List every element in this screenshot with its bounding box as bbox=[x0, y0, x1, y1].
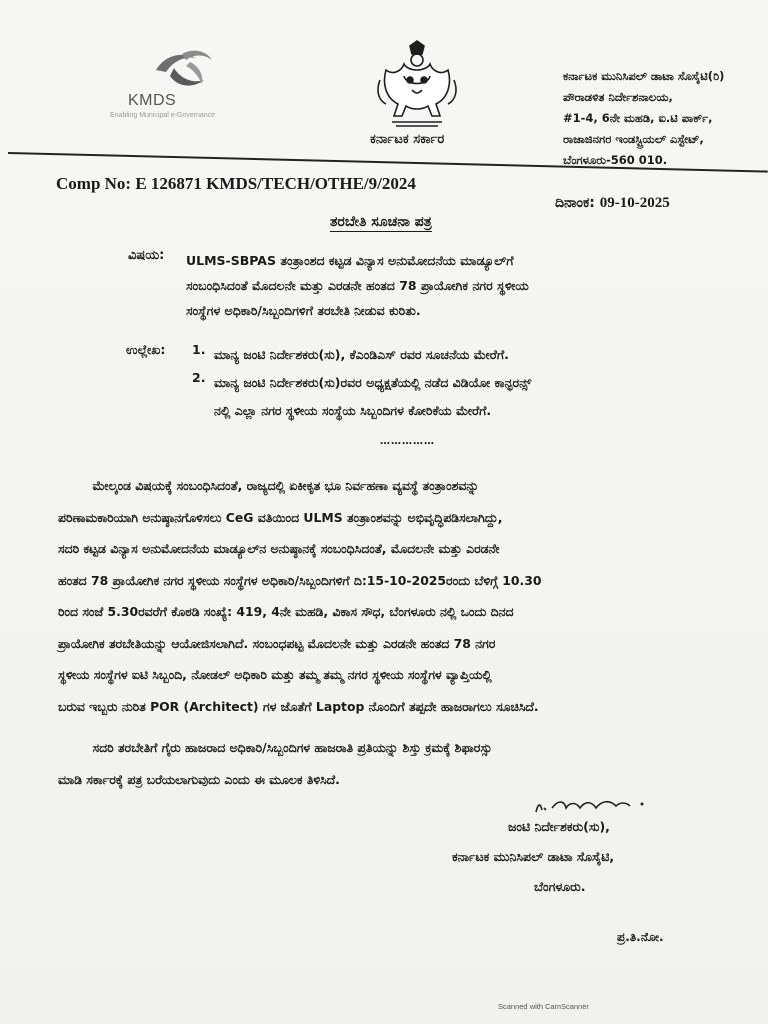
reference-item-1: ಮಾನ್ಯ ಜಂಟಿ ನಿರ್ದೇಶಕರು(ಸು), ಕೆಎಂಡಿಎಸ್ ರವರ ಸೂಚನೆಯ ಮೇರೆಗೆ. bbox=[214, 347, 509, 362]
reference-number-1: 1. bbox=[192, 342, 206, 357]
address-line: ಪೌರಾಡಳಿತ ನಿರ್ದೇಶನಾಲಯ, bbox=[563, 90, 673, 104]
copy-to-label: ಪ್ರ.ತಿ.ನೋ. bbox=[617, 930, 664, 944]
address-line: ಬೆಂಗಳೂರು-560 010. bbox=[563, 153, 668, 167]
kmds-logo bbox=[110, 48, 280, 128]
body-paragraph-1 bbox=[58, 470, 728, 722]
kmds-brand-text: KMDS bbox=[128, 92, 177, 109]
section-separator: …………… bbox=[380, 436, 435, 447]
signatory-designation: ಜಂಟಿ ನಿರ್ದೇಶಕರು(ಸು), bbox=[508, 819, 610, 834]
address-line: ರಾಜಾಜಿನಗರ ಇಂಡಸ್ಟ್ರಿಯಲ್ ಎಸ್ಟೇಟ್, bbox=[563, 132, 704, 146]
subject-line: ULMS-SBPAS ತಂತ್ರಾಂಶದ ಕಟ್ಟಡ ವಿನ್ಯಾಸ ಅನುಮೋದನೆಯ ಮಾಡ್ಯೂಲ್‌ಗೆ bbox=[186, 253, 514, 268]
body-line: ಪ್ರಾಯೋಗಿಕ ತರಬೇತಿಯನ್ನು ಆಯೋಜಿಸಲಾಗಿದೆ. ಸಂಬಂಧಪಟ್ಟ ಮೊದಲನೇ ಮತ್ತು ಎರಡನೇ ಹಂತದ 78 ನಗರ bbox=[58, 635, 496, 651]
reference-item-2-line-2: ನಲ್ಲಿ ಎಲ್ಲಾ ನಗರ ಸ್ಥಳೀಯ ಸಂಸ್ಥೆಯ ಸಿಬ್ಬಂದಿಗಳ ಕೋರಿಕೆಯ ಮೇರೆಗೆ. bbox=[214, 403, 492, 418]
document-title: ತರಬೇತಿ ಸೂಚನಾ ಪತ್ರ bbox=[330, 214, 432, 230]
signatory-city: ಬೆಂಗಳೂರು. bbox=[534, 879, 586, 894]
body-paragraph-2 bbox=[58, 732, 728, 795]
signatory-organization: ಕರ್ನಾಟಕ ಮುನಿಸಿಪಲ್ ಡಾಟಾ ಸೊಸೈಟಿ, bbox=[452, 849, 615, 864]
subject-label: ವಿಷಯ: bbox=[128, 248, 165, 263]
reference-number-2: 2. bbox=[192, 370, 206, 385]
government-name: ಕರ್ನಾಟಕ ಸರ್ಕಾರ bbox=[370, 132, 445, 147]
reference-item-2-line-1: ಮಾನ್ಯ ಜಂಟಿ ನಿರ್ದೇಶಕರು(ಸು)ರವರ ಅಧ್ಯಕ್ಷತೆಯಲ್ಲಿ ನಡೆದ ವಿಡಿಯೋ ಕಾನ್ಫರನ್ಸ್ bbox=[214, 375, 532, 390]
body-line: ಸದರಿ ಕಟ್ಟಡ ವಿನ್ಯಾಸ ಅನುಮೋದನೆಯ ಮಾಡ್ಯೂಲ್‌ನ ಅನುಷ್ಠಾನಕ್ಕೆ ಸಂಬಂಧಿಸಿದಂತೆ, ಮೊದಲನೇ ಮತ್ತು ಎರಡನೇ bbox=[58, 541, 500, 556]
address-line: #1-4, 6ನೇ ಮಹಡಿ, ಐ.ಟಿ ಪಾರ್ಕ್, bbox=[563, 111, 713, 125]
kmds-swoosh-icon bbox=[152, 48, 216, 90]
kmds-tagline: Enabling Municipal e-Governance bbox=[110, 112, 216, 119]
body-line: ಹಂತದ 78 ಪ್ರಾಯೋಗಿಕ ನಗರ ಸ್ಥಳೀಯ ಸಂಸ್ಥೆಗಳ ಅಧಿಕಾರಿ/ಸಿಬ್ಬಂದಿಗಳಿಗೆ ದಿ:15-10-2025ರಂದು ಬೆಳಿಗ್ಗೆ 10.30 bbox=[58, 572, 542, 588]
body-line: ಮೇಲ್ಕಂಡ ವಿಷಯಕ್ಕೆ ಸಂಬಂಧಿಸಿದಂತೆ, ರಾಜ್ಯದಲ್ಲಿ ಏಕೀಕೃತ ಭೂ ನಿರ್ವಹಣಾ ವ್ಯವಸ್ಥೆ ತಂತ್ರಾಂಶವನ್ನು bbox=[58, 478, 479, 493]
karnataka-emblem-icon bbox=[372, 40, 462, 130]
subject-text bbox=[186, 248, 529, 323]
subject-line: ಸಂಸ್ಥೆಗಳ ಅಧಿಕಾರಿ/ಸಿಬ್ಬಂದಿಗಳಿಗೆ ತರಬೇತಿ ನೀಡುವ ಕುರಿತು. bbox=[186, 303, 421, 318]
date-value: 09-10-2025 bbox=[599, 195, 670, 211]
reference-label: ಉಲ್ಲೇಖ: bbox=[126, 342, 166, 357]
subject-line: ಸಂಬಂಧಿಸಿದಂತೆ ಮೊದಲನೇ ಮತ್ತು ಎರಡನೇ ಹಂತದ 78 ಪ್ರಾಯೋಗಿಕ ನಗರ ಸ್ಥಳೀಯ bbox=[186, 278, 529, 293]
signatory-block bbox=[400, 812, 730, 902]
body-line: ರಿಂದ ಸಂಜೆ 5.30ರವರೆಗೆ ಕೊಠಡಿ ಸಂಖ್ಯೆ: 419, 4ನೇ ಮಹಡಿ, ವಿಕಾಸ ಸೌಧ, ಬೆಂಗಳೂರು ನಲ್ಲಿ ಒಂದು ದಿನದ bbox=[58, 604, 514, 619]
address-line: ಕರ್ನಾಟಕ ಮುನಿಸಿಪಲ್ ಡಾಟಾ ಸೊಸೈಟಿ(ರಿ) bbox=[563, 69, 725, 83]
sender-address bbox=[563, 66, 724, 171]
reference-number: Comp No: E 126871 KMDS/TECH/OTHE/9/2024 bbox=[56, 174, 416, 193]
body-line: ಬರುವ ಇಬ್ಬರು ನುರಿತ POR (Architect) ಗಳ ಜೊತೆಗೆ Laptop ನೊಂದಿಗೆ ತಪ್ಪದೇ ಹಾಜರಾಗಲು ಸೂಚಿಸಿದೆ. bbox=[58, 698, 539, 714]
body-line: ಮಾಡಿ ಸರ್ಕಾರಕ್ಕೆ ಪತ್ರ ಬರೆಯಲಾಗುವುದು ಎಂದು ಈ ಮೂಲಕ ತಿಳಿಸಿದೆ. bbox=[58, 771, 340, 787]
body-line: ಸದರಿ ತರಬೇತಿಗೆ ಗೈರು ಹಾಜರಾದ ಅಧಿಕಾರಿ/ಸಿಬ್ಬಂದಿಗಳ ಹಾಜರಾತಿ ಪ್ರತಿಯನ್ನು ಶಿಸ್ತು ಕ್ರಮಕ್ಕೆ ಶಿಫಾರಸ್ಸು bbox=[58, 740, 493, 755]
date-label: ದಿನಾಂಕ: bbox=[555, 195, 595, 211]
body-line: ಸ್ಥಳೀಯ ಸಂಸ್ಥೆಗಳ ಐಟಿ ಸಿಬ್ಬಂದಿ, ನೋಡಲ್ ಅಧಿಕಾರಿ ಮತ್ತು ತಮ್ಮ ತಮ್ಮ ನಗರ ಸ್ಥಳೀಯ ಸಂಸ್ಥೆಗಳ ವ್ಯಾಪ್ತಿಯಲ್ಲಿ bbox=[58, 667, 492, 682]
scanner-watermark: Scanned with CamScanner bbox=[498, 1002, 589, 1011]
body-line: ಪರಿಣಾಮಕಾರಿಯಾಗಿ ಅನುಷ್ಠಾನಗೊಳಿಸಲು CeG ವತಿಯಿಂದ ULMS ತಂತ್ರಾಂಶವನ್ನು ಅಭಿವೃದ್ಧಿಪಡಿಸಲಾಗಿದ್ದು, bbox=[58, 509, 503, 525]
letter-date bbox=[555, 195, 670, 212]
